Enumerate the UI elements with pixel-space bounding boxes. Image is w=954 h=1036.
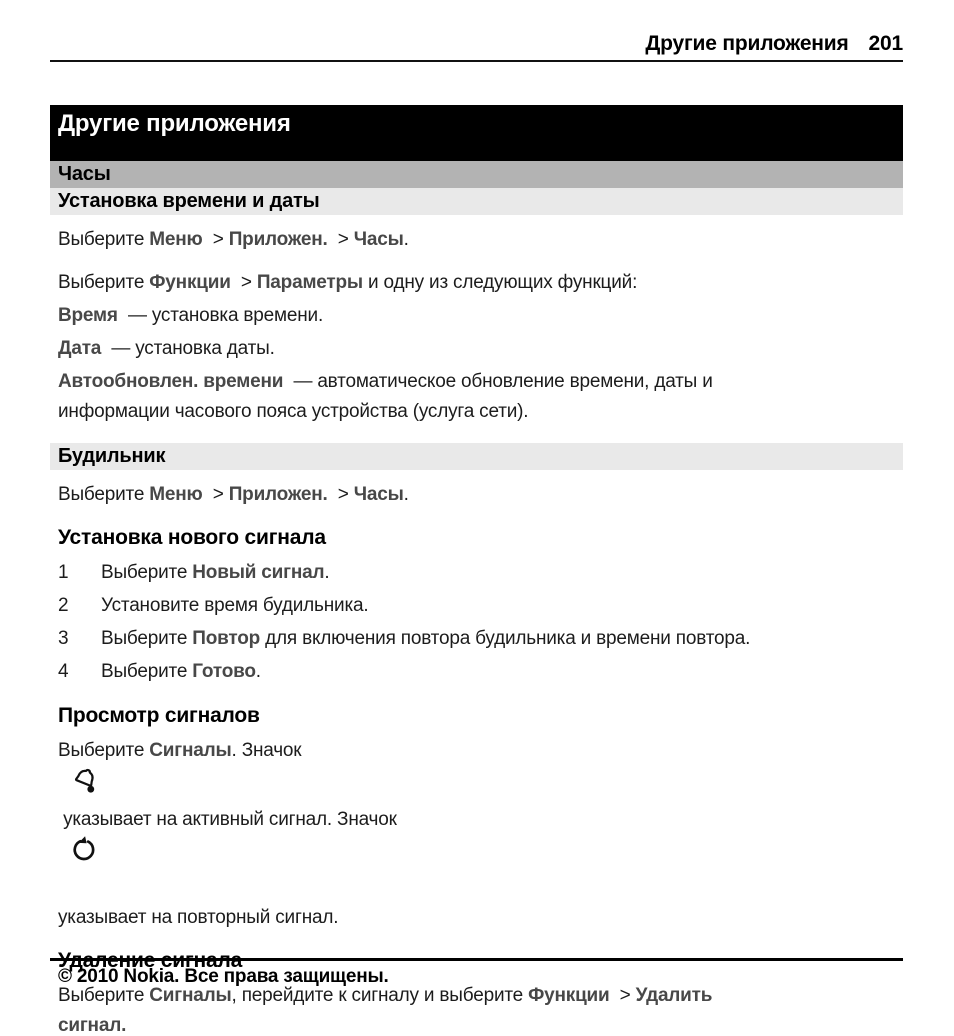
header-page-number: 201 <box>868 32 903 55</box>
ui-term: Сигналы <box>149 740 232 761</box>
ui-term: Функции <box>528 985 610 1006</box>
text-run: Выберите <box>58 740 150 761</box>
paragraph-delete-alarm <box>58 981 895 1036</box>
page-content <box>50 105 903 1036</box>
ui-term: Новый сигнал <box>192 562 325 583</box>
text-run: . <box>255 661 261 682</box>
repeat-circular-arrow-icon <box>71 835 98 873</box>
text-run: — установка даты. <box>101 338 275 359</box>
step-text <box>101 622 750 655</box>
section-banner-clock <box>50 161 903 188</box>
ui-term: Меню <box>149 229 203 250</box>
ui-term: Автообновлен. времени <box>58 371 284 392</box>
step-text <box>101 589 368 622</box>
heading-delete-alarm: Удаление сигнала <box>58 949 243 972</box>
text-run: и одну из следующих функций: <box>362 272 638 293</box>
text-run: информации часового пояса устройства (услуга сети). <box>58 401 529 422</box>
definition-auto-update <box>58 367 895 427</box>
text-run: > <box>609 985 636 1006</box>
copyright-text: © 2010 Nokia. Все права защищены. <box>58 966 389 987</box>
paragraph-alarm-menu-path <box>58 480 895 510</box>
text-run: Выберите <box>58 229 150 250</box>
alarm-bell-icon <box>71 766 99 805</box>
text-run: . Значок <box>231 740 307 761</box>
text-run: > <box>327 484 354 505</box>
step-item-4 <box>58 655 895 688</box>
definition-date <box>58 334 895 364</box>
text-run: Выберите <box>101 562 193 583</box>
section-banner-alarm-label: Будильник <box>58 445 166 467</box>
text-run: > <box>230 272 257 293</box>
paragraph-clock-menu-path <box>58 225 895 255</box>
ui-term: Готово <box>192 661 256 682</box>
new-alarm-steps <box>58 556 895 688</box>
text-run: — установка времени. <box>117 305 324 326</box>
step-item-2 <box>58 589 895 622</box>
text-run: — автоматическое обновление времени, даты и <box>283 371 713 392</box>
step-number: 4 <box>58 661 69 682</box>
text-run: . <box>403 229 409 250</box>
ui-term: Удалить <box>635 985 713 1006</box>
text-run: указывает на повторный сигнал. <box>58 907 339 928</box>
text-run: > <box>202 229 229 250</box>
chapter-banner-title: Другие приложения <box>58 110 291 137</box>
ui-term: Сигналы <box>149 985 232 1006</box>
ui-term: Время <box>58 305 118 326</box>
heading-new-alarm: Установка нового сигнала <box>58 526 326 549</box>
section-banner-clock-label: Часы <box>58 163 111 185</box>
text-run: Выберите <box>58 985 150 1006</box>
page-header <box>50 0 903 62</box>
ui-term: Часы <box>353 229 404 250</box>
step-text <box>101 556 329 589</box>
text-run: Выберите <box>58 484 150 505</box>
chapter-banner <box>50 105 903 161</box>
paragraph-view-alarms <box>58 736 895 933</box>
step-item-1 <box>58 556 895 589</box>
text-run: указывает на активный сигнал. Значок <box>58 809 402 830</box>
section-banner-alarm <box>50 443 903 470</box>
page-footer <box>50 958 903 988</box>
step-item-3 <box>58 622 895 655</box>
subsection-banner-time-date-label: Установка времени и даты <box>58 190 320 212</box>
text-run: Установите время будильника. <box>101 595 369 616</box>
text-run: Выберите <box>101 628 193 649</box>
text-run: Выберите <box>58 272 150 293</box>
text-run: > <box>202 484 229 505</box>
text-run: > <box>327 229 354 250</box>
ui-term: Параметры <box>256 272 363 293</box>
header-chapter-title: Другие приложения <box>645 32 849 55</box>
ui-term: сигнал. <box>58 1015 127 1036</box>
ui-term: Приложен. <box>228 484 328 505</box>
text-run: для включения повтора будильника и времени повтора. <box>260 628 751 649</box>
text-run: , перейдите к сигналу и выберите <box>231 985 529 1006</box>
step-number: 1 <box>58 562 69 583</box>
subsection-banner-time-date <box>50 188 903 215</box>
definition-time <box>58 301 895 331</box>
step-number: 2 <box>58 595 69 616</box>
ui-term: Меню <box>149 484 203 505</box>
text-run: Выберите <box>101 661 193 682</box>
ui-term: Приложен. <box>228 229 328 250</box>
text-run: . <box>403 484 409 505</box>
paragraph-clock-options <box>58 268 895 298</box>
heading-view-alarms: Просмотр сигналов <box>58 704 260 727</box>
text-run: . <box>324 562 330 583</box>
ui-term: Часы <box>353 484 404 505</box>
step-number: 3 <box>58 628 69 649</box>
ui-term: Повтор <box>192 628 261 649</box>
ui-term: Функции <box>149 272 231 293</box>
step-text <box>101 655 261 688</box>
ui-term: Дата <box>58 338 102 359</box>
